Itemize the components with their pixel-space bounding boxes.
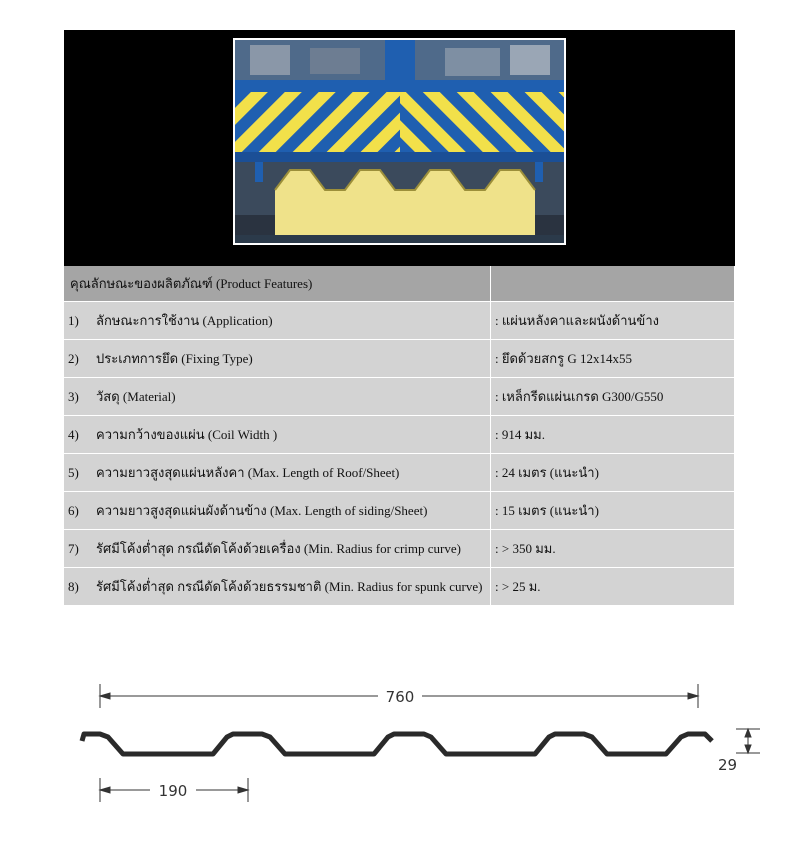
feature-value: : > 25 ม.	[491, 568, 735, 606]
feature-label-text: ความยาวสูงสุดแผ่นหลังคา (Max. Length of Roof/Sheet)	[96, 464, 400, 480]
feature-label	[64, 568, 491, 606]
feature-value: : > 350 มม.	[491, 530, 735, 568]
feature-label-text: วัสดุ (Material)	[96, 388, 176, 404]
feature-label	[64, 302, 491, 340]
feature-number: 5)	[68, 464, 79, 480]
feature-number: 3)	[68, 388, 79, 404]
feature-number: 4)	[68, 426, 79, 442]
table-row	[64, 378, 735, 416]
feature-label-text: ความกว้างของแผ่น (Coil Width )	[96, 426, 278, 442]
table-row	[64, 302, 735, 340]
rib-pitch-label: 190	[158, 782, 188, 800]
overall-width-label: 760	[385, 688, 415, 706]
feature-label-text: ประเภทการยึด (Fixing Type)	[96, 350, 253, 366]
feature-label-text: รัศมีโค้งต่ำสุด กรณีดัดโค้งด้วยเครื่อง (Min. Radius for crimp curve)	[96, 540, 461, 556]
feature-value: : ยึดด้วยสกรู G 12x14x55	[491, 340, 735, 378]
product-features-table	[64, 266, 735, 606]
feature-label	[64, 378, 491, 416]
feature-label	[64, 340, 491, 378]
roll-forming-machine-photo	[233, 38, 566, 245]
table-row	[64, 568, 735, 606]
feature-label	[64, 454, 491, 492]
feature-label	[64, 530, 491, 568]
feature-value: : 24 เมตร (แนะนำ)	[491, 454, 735, 492]
table-header-row	[64, 266, 735, 302]
rib-height-dimension	[736, 729, 760, 753]
table-row	[64, 340, 735, 378]
feature-value: : 914 มม.	[491, 416, 735, 454]
feature-label	[64, 416, 491, 454]
sheet-profile-diagram	[0, 606, 800, 845]
feature-value: : 15 เมตร (แนะนำ)	[491, 492, 735, 530]
feature-value: : เหล็กรีดแผ่นเกรด G300/G550	[491, 378, 735, 416]
product-panel	[64, 30, 735, 606]
features-heading: คุณลักษณะของผลิตภัณฑ์ (Product Features)	[64, 266, 491, 302]
feature-label	[64, 492, 491, 530]
feature-number: 8)	[68, 578, 79, 594]
sheet-profile-outline	[82, 734, 712, 754]
feature-number: 1)	[68, 312, 79, 328]
feature-number: 6)	[68, 502, 79, 518]
table-row	[64, 492, 735, 530]
feature-number: 7)	[68, 540, 79, 556]
table-row	[64, 454, 735, 492]
features-heading-value	[491, 266, 735, 302]
table-row	[64, 416, 735, 454]
feature-number: 2)	[68, 350, 79, 366]
rib-height-label: 29	[718, 756, 738, 774]
feature-label-text: ลักษณะการใช้งาน (Application)	[96, 312, 273, 328]
feature-value: : แผ่นหลังคาและผนังด้านข้าง	[491, 302, 735, 340]
feature-label-text: รัศมีโค้งต่ำสุด กรณีดัดโค้งด้วยธรรมชาติ (Min. Radius for spunk curve)	[96, 578, 483, 594]
table-row	[64, 530, 735, 568]
feature-label-text: ความยาวสูงสุดแผ่นผังด้านข้าง (Max. Length of siding/Sheet)	[96, 502, 428, 518]
photo-area	[64, 30, 735, 266]
